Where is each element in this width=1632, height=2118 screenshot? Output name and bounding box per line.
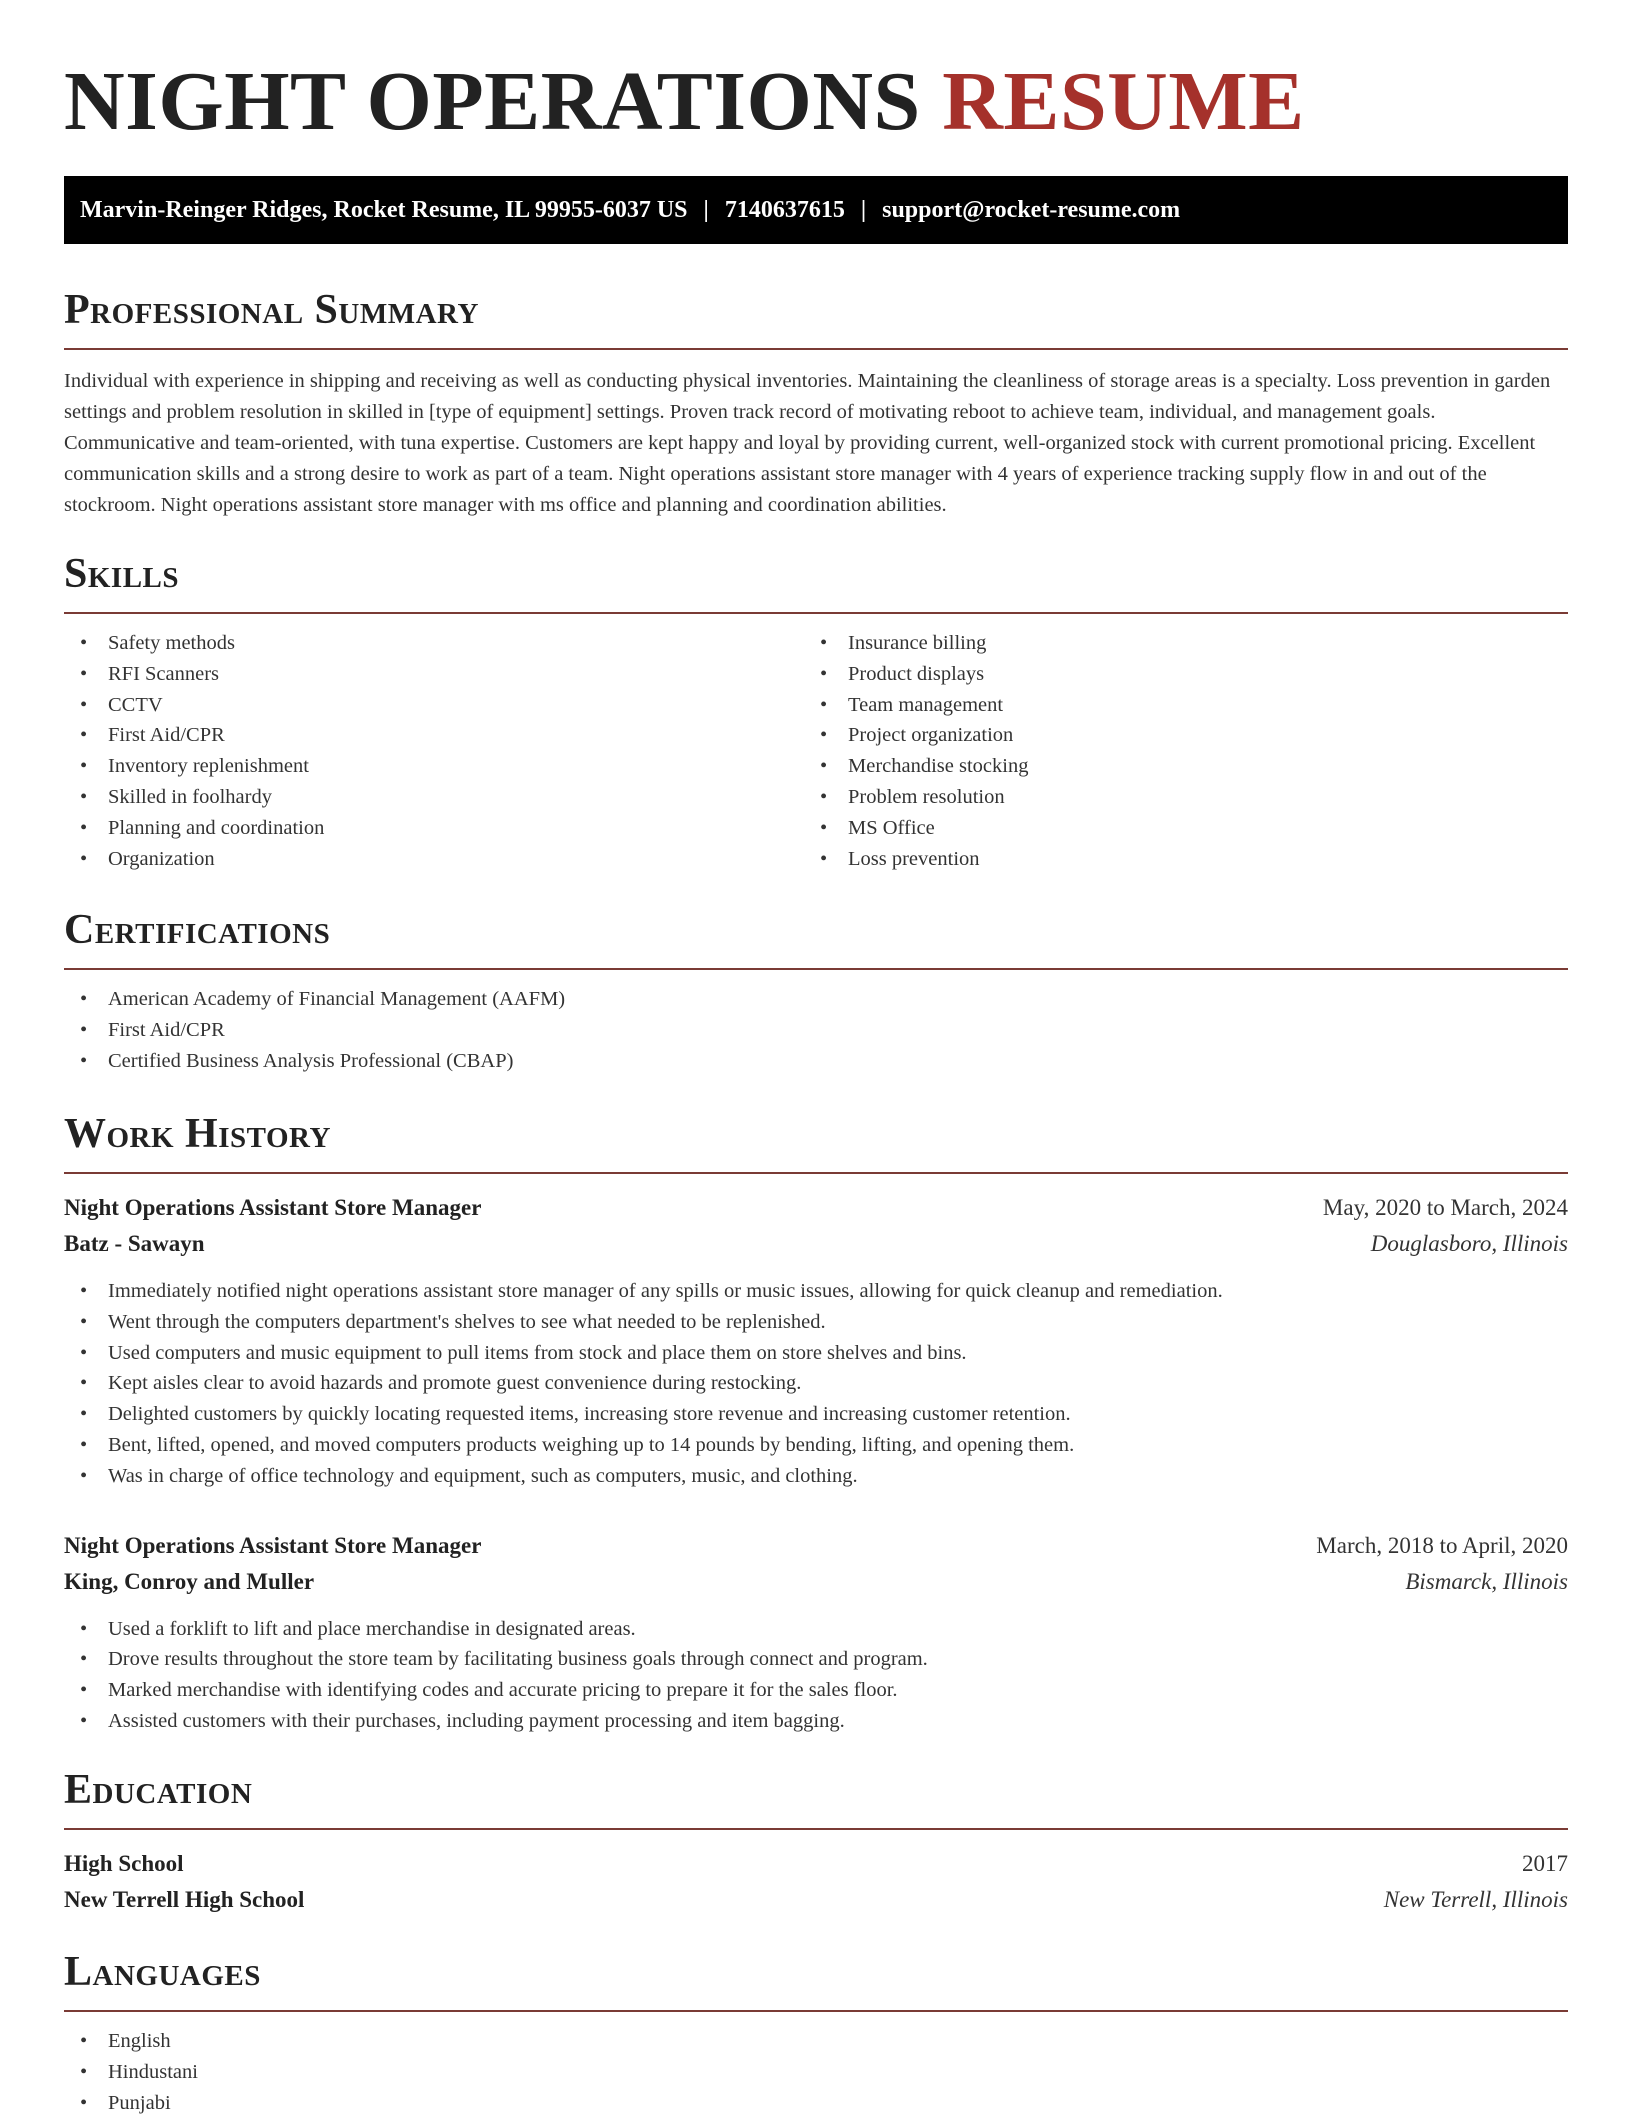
- job-dates: May, 2020 to March, 2024: [1322, 1195, 1568, 1220]
- contact-address: Marvin-Reinger Ridges, Rocket Resume, IL 99955-6037 US: [80, 196, 688, 223]
- skill-item: • RFI Scanners: [64, 659, 804, 690]
- skill-item: • Skilled in foolhardy: [64, 782, 804, 813]
- contact-separator: |: [703, 196, 709, 223]
- work-history-section: [64, 1108, 1568, 1737]
- section-divider: [64, 1172, 1568, 1174]
- section-divider: [64, 968, 1568, 970]
- skill-item: • Project organization: [804, 720, 1544, 751]
- resume-title: [64, 52, 1305, 152]
- education-heading: Education: [64, 1767, 253, 1813]
- certification-item: • American Academy of Financial Management (AAFM): [64, 984, 1568, 1015]
- section-divider: [64, 1828, 1568, 1830]
- language-item: • Punjabi: [64, 2088, 1568, 2118]
- job-duty: • Used a forklift to lift and place merchandise in designated areas.: [64, 1614, 1568, 1645]
- skill-item: • Product displays: [804, 659, 1544, 690]
- certifications-section: [64, 904, 1568, 1076]
- job-subheader: [64, 1564, 1568, 1600]
- education-school: New Terrell High School: [64, 1887, 305, 1912]
- skills-heading: Skills: [64, 551, 180, 597]
- contact-separator: |: [860, 196, 867, 223]
- education-year: 2017: [1522, 1851, 1568, 1876]
- contact-phone[interactable]: 7140637615: [724, 196, 845, 223]
- certification-item: • Certified Business Analysis Professional (CBAP): [64, 1046, 1568, 1077]
- section-divider: [64, 348, 1568, 350]
- skill-item: • Inventory replenishment: [64, 751, 804, 782]
- certification-item: • First Aid/CPR: [64, 1015, 1568, 1046]
- contact-email[interactable]: support@rocket-resume.com: [882, 196, 1181, 223]
- job-duty: • Assisted customers with their purchases, including payment processing and item bagging.: [64, 1706, 1568, 1737]
- job-subheader: [64, 1226, 1568, 1262]
- languages-section: [64, 1946, 1568, 2118]
- skill-item: • Problem resolution: [804, 782, 1544, 813]
- job-duty: • Kept aisles clear to avoid hazards and promote guest convenience during restocking.: [64, 1368, 1568, 1399]
- skill-item: • Team management: [804, 690, 1544, 721]
- summary-section: [64, 284, 1568, 521]
- job-duty: • Used computers and music equipment to pull items from stock and place them on store shelves and bins.: [64, 1338, 1568, 1369]
- job-duties-list: [64, 1276, 1568, 1492]
- title-main: NIGHT OPERATIONS: [64, 55, 921, 148]
- skill-item: • Safety methods: [64, 628, 804, 659]
- contact-bar: [64, 176, 1568, 244]
- languages-heading: Languages: [64, 1949, 261, 1995]
- job-duties-list: [64, 1614, 1568, 1737]
- skills-list-right: [804, 628, 1544, 874]
- summary-heading: Professional Summary: [64, 287, 479, 333]
- education-entry: [64, 1846, 1568, 1918]
- skill-item: • Insurance billing: [804, 628, 1544, 659]
- job-dates: March, 2018 to April, 2020: [1316, 1532, 1568, 1558]
- skill-item: • First Aid/CPR: [64, 720, 804, 751]
- job-title: Night Operations Assistant Store Manager: [64, 1195, 482, 1220]
- job-entry: [64, 1190, 1568, 1492]
- job-duty: • Marked merchandise with identifying codes and accurate pricing to prepare it for the sales floor.: [64, 1675, 1568, 1706]
- languages-list: [64, 2026, 1568, 2118]
- education-degree: High School: [64, 1851, 184, 1876]
- job-duty: • Bent, lifted, opened, and moved computers products weighing up to 14 pounds by bending, lifting, and opening them.: [64, 1430, 1568, 1461]
- job-entry: [64, 1528, 1568, 1737]
- skill-item: • Merchandise stocking: [804, 751, 1544, 782]
- skills-columns: [64, 614, 1568, 874]
- job-company: King, Conroy and Muller: [64, 1568, 315, 1594]
- job-location: Douglasboro, Illinois: [1370, 1231, 1568, 1256]
- skills-section: [64, 548, 1568, 874]
- section-divider: [64, 2010, 1568, 2012]
- title-accent: RESUME: [942, 55, 1305, 148]
- certifications-heading: Certifications: [64, 907, 331, 953]
- education-header: [64, 1846, 1568, 1882]
- job-header: [64, 1528, 1568, 1564]
- work-history-heading: Work History: [64, 1111, 331, 1157]
- skills-list-left: [64, 628, 804, 874]
- summary-text: Individual with experience in shipping and receiving as well as conducting physical inventories. Maintaining the cleanliness of storage areas is a specialty. Loss prevention in garden settings and problem resolution in skilled in [type of equipment] settings. Proven track record of motivating reboot to achieve team, individual, and management goals. Communicative and team-oriented, with tuna expertise. Customers are kept happy and loyal by providing current, well-organized stock with current promotional pricing. Excellent communication skills and a strong desire to work as part of a team. Night operations assistant store manager with 4 years of experience tracking supply flow in and out of the stockroom. Night operations assistant store manager with ms office and planning and coordination abilities.: [64, 370, 1551, 516]
- skill-item: • MS Office: [804, 813, 1544, 844]
- skill-item: • Planning and coordination: [64, 813, 804, 844]
- education-subheader: [64, 1882, 1568, 1918]
- job-duty: • Was in charge of office technology and equipment, such as computers, music, and clothing.: [64, 1461, 1568, 1492]
- job-duty: • Drove results throughout the store team by facilitating business goals through connect and program.: [64, 1644, 1568, 1675]
- job-duty: • Delighted customers by quickly locating requested items, increasing store revenue and increasing customer retention.: [64, 1399, 1568, 1430]
- certifications-list: [64, 984, 1568, 1076]
- job-duty: • Went through the computers department's shelves to see what needed to be replenished.: [64, 1307, 1568, 1338]
- skill-item: • Loss prevention: [804, 844, 1544, 875]
- job-duty: • Immediately notified night operations assistant store manager of any spills or music issues, allowing for quick cleanup and remediation.: [64, 1276, 1568, 1307]
- job-title: Night Operations Assistant Store Manager: [64, 1532, 482, 1558]
- job-location: Bismarck, Illinois: [1405, 1568, 1568, 1594]
- education-section: [64, 1764, 1568, 1918]
- education-location: New Terrell, Illinois: [1383, 1887, 1568, 1912]
- language-item: • Hindustani: [64, 2057, 1568, 2088]
- skill-item: • CCTV: [64, 690, 804, 721]
- skill-item: • Organization: [64, 844, 804, 875]
- job-company: Batz - Sawayn: [64, 1231, 205, 1256]
- language-item: • English: [64, 2026, 1568, 2057]
- job-header: [64, 1190, 1568, 1226]
